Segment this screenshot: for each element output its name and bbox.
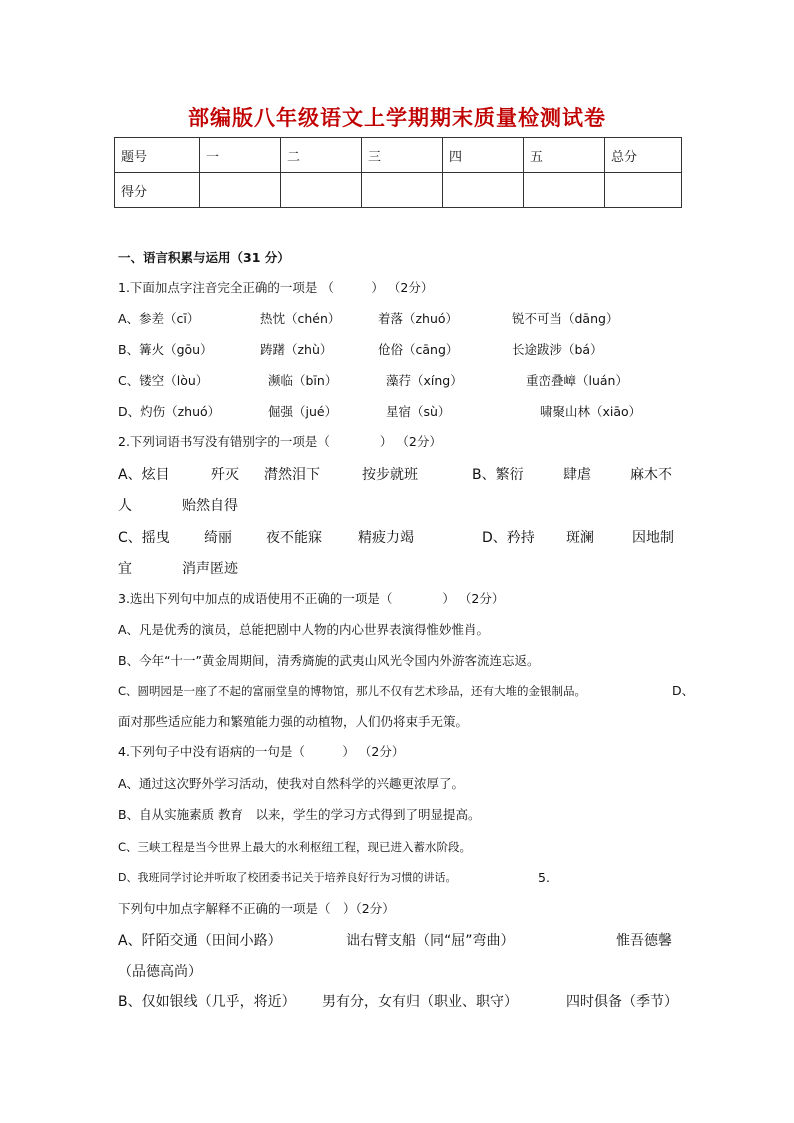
option-item: A、炫目 [118, 467, 170, 483]
score-row-label: 得分 [115, 173, 200, 208]
option-item: 人 [118, 498, 132, 514]
score-input-cell[interactable] [362, 173, 443, 208]
option-item: 歼灭 [211, 467, 239, 483]
score-table [114, 137, 682, 208]
option-item: 惟吾德馨 [616, 933, 672, 949]
question-stem: 4.下列句子中没有语病的一句是（ ） （2分） [118, 744, 405, 759]
question-stem: 3.选出下列句中加点的成语使用不正确的一项是（ ） （2分） [118, 591, 505, 606]
option-item: 男有分，女有归（职业、职守） [322, 994, 518, 1010]
option-item: D、我班同学讨论并听取了校团委书记关于培养良好行为习惯的讲话。 [118, 871, 457, 884]
option-item: 诎右臂支船（同“屈”弯曲） [346, 933, 515, 949]
score-cell: 五 [524, 138, 605, 173]
exam-title: 部编版八年级语文上学期期末质量检测试卷 [188, 106, 606, 130]
option-item: 消声匿迹 [182, 561, 238, 577]
score-cell: 总分 [605, 138, 682, 173]
score-cell: 三 [362, 138, 443, 173]
option-item: 热忱（chén） [260, 311, 341, 326]
option-item: 啸聚山林（xiāo） [540, 404, 642, 419]
option-item: 精疲力竭 [358, 530, 414, 546]
score-table-header-row [115, 138, 682, 173]
score-input-cell[interactable] [443, 173, 524, 208]
option-item: C、摇曳 [118, 530, 170, 546]
question-stem: 1.下面加点字注音完全正确的一项是 （ ） （2分） [118, 280, 434, 295]
option-item: C、圆明园是一座了不起的富丽堂皇的博物馆，那儿不仅有艺术珍品，还有大堆的金银制品。 [118, 684, 587, 698]
option-item: A、参差（cī） [118, 311, 200, 326]
option-item: B、篝火（gōu） [118, 342, 213, 357]
option-item: 星宿（sù） [386, 404, 451, 419]
option-item: B、今年“十一”黄金周期间，清秀旖旎的武夷山风光令国内外游客流连忘返。 [118, 653, 540, 668]
option-item: 潸然泪下 [264, 467, 320, 483]
score-cell: 题号 [115, 138, 200, 173]
option-item: 四时俱备（季节） [566, 994, 678, 1010]
option-item: 夜不能寐 [266, 530, 322, 546]
score-input-cell[interactable] [605, 173, 682, 208]
score-cell: 一 [200, 138, 281, 173]
score-input-cell[interactable] [200, 173, 281, 208]
option-item: B、自从实施素质 教育 以来，学生的学习方式得到了明显提高。 [118, 807, 481, 822]
option-item: A、阡陌交通（田间小路） [118, 933, 282, 949]
option-item: B、繁衍 [472, 467, 524, 483]
option-item: 着落（zhuó） [378, 311, 459, 326]
option-item: 麻木不 [630, 467, 672, 483]
option-item: 按步就班 [362, 467, 418, 483]
option-item: 宜 [118, 561, 132, 577]
option-item: A、凡是优秀的演员，总能把剧中人物的内心世界表演得惟妙惟肖。 [118, 622, 490, 637]
question-stem: 2.下列词语书写没有错别字的一项是（ ） （2分） [118, 434, 442, 449]
score-cell: 四 [443, 138, 524, 173]
option-item: 贻然自得 [182, 498, 238, 514]
option-item: 濒临（bīn） [268, 373, 338, 388]
option-item: （品德高尚） [118, 964, 202, 980]
option-item: D、 [672, 683, 695, 698]
score-input-cell[interactable] [281, 173, 362, 208]
option-item: 面对那些适应能力和繁殖能力强的动植物，人们仍将束手无策。 [118, 714, 469, 729]
question-stem: 下列句中加点字解释不正确的一项是（ ）（2分） [118, 901, 395, 916]
option-item: 伧俗（cāng） [378, 342, 459, 357]
option-item: D、矜持 [482, 530, 535, 546]
option-item: 踌躇（zhù） [260, 342, 333, 357]
option-item: 藻荇（xíng） [386, 373, 463, 388]
option-item: C、三峡工程是当今世界上最大的水利枢纽工程，现已进入蓄水阶段。 [118, 840, 472, 854]
option-item: 长途跋涉（bá） [512, 342, 603, 357]
option-item: 倔强（jué） [268, 404, 338, 419]
option-item: 绮丽 [204, 530, 232, 546]
option-item: 因地制 [632, 530, 674, 546]
section-heading: 一、语言积累与运用（31 分） [118, 250, 290, 265]
score-cell: 二 [281, 138, 362, 173]
question-number: 5. [538, 870, 550, 885]
option-item: 斑澜 [566, 530, 594, 546]
option-item: D、灼伤（zhuó） [118, 404, 221, 419]
option-item: 肆虐 [563, 467, 591, 483]
option-item: 锐不可当（dāng） [512, 311, 619, 326]
option-item: C、镂空（lòu） [118, 373, 209, 388]
option-item: B、仅如银线（几乎，将近） [118, 994, 296, 1010]
option-item: A、通过这次野外学习活动，使我对自然科学的兴趣更浓厚了。 [118, 776, 465, 791]
option-item: 重峦叠嶂（luán） [526, 373, 628, 388]
score-input-cell[interactable] [524, 173, 605, 208]
score-table-row [115, 173, 682, 208]
